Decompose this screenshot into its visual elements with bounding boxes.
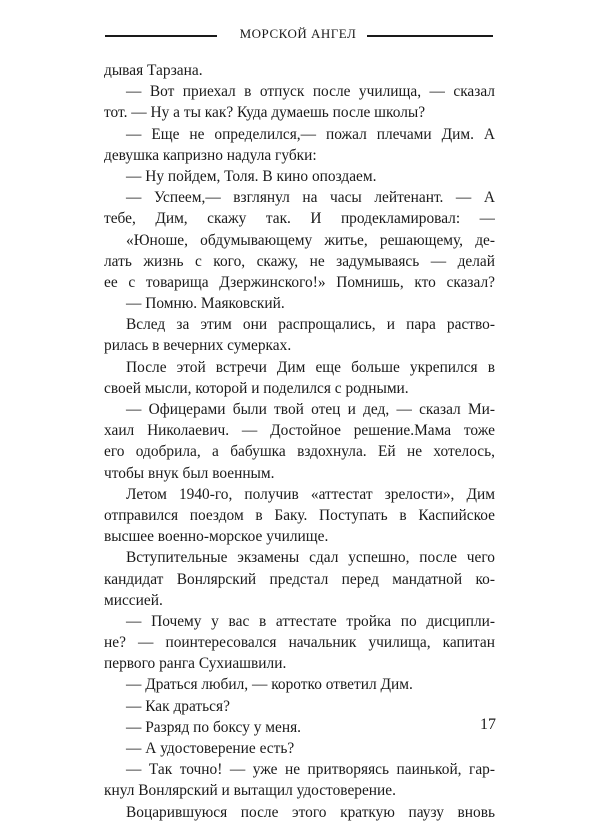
text-line: — Почему у вас в аттестате тройка по дисципли- (126, 612, 495, 630)
text-line: не? — поинтересовался начальник училища, капитан (104, 634, 495, 652)
text-line: — Еще не определился,— пожал плечами Дим. А (126, 125, 495, 143)
text-line: Вслед за этим они распрощались, и пара раство- (126, 316, 495, 334)
text-line: — Офицерами были твой отец и дед, — сказал Ми- (126, 401, 495, 418)
text-line: Вступительные экзамены сдал успешно, после чего (126, 549, 495, 567)
text-line: миссией. (104, 591, 163, 609)
text-line: — Разряд по боксу у меня. (126, 718, 302, 736)
running-header (105, 24, 493, 46)
text-line: — Успеем,— взглянул на часы лейтенант. — А (126, 189, 495, 207)
text-line: чтобы внук был военным. (104, 464, 275, 482)
text-line: «Юноше, обдумывающему житье, решающему, де- (126, 231, 495, 249)
text-line: рилась в вечерних сумерках. (104, 337, 292, 355)
text-line: ее с товарища Дзержинского!» Помнишь, кто сказал? (104, 273, 495, 291)
header-title: МОРСКОЙ АНГЕЛ (239, 26, 357, 41)
text-line: — Как драться? (126, 697, 230, 715)
header-rule-left (105, 35, 217, 37)
text-line: своей мысли, которой и поделился с родными. (104, 379, 409, 397)
text-line: — Вот приехал в отпуск после училища, — сказал (126, 83, 495, 101)
text-line: — А удостоверение есть? (126, 740, 295, 757)
text-line: хаил Николаевич. — Достойное решение.Мама тоже (104, 422, 495, 440)
text-line: — Драться любил, — коротко ответил Дим. (126, 676, 413, 694)
text-line: тот. — Ну а ты как? Куда думаешь после школы? (104, 104, 426, 122)
text-line: Воцарившуюся после этого краткую паузу вновь (126, 803, 495, 821)
text-line: отправился поездом в Баку. Поступать в Каспийское (104, 506, 495, 524)
header-rule-right (367, 35, 493, 37)
text-line: кандидат Вонлярский предстал перед мандатной ко- (104, 570, 495, 588)
page-number: 17 (480, 716, 496, 733)
text-line: девушка капризно надула губки: (104, 146, 317, 164)
text-line: дывая Тарзана. (104, 62, 203, 79)
text-line: — Помню. Маяковский. (126, 295, 285, 313)
text-line: — Так точно! — уже не притворяясь паинькой, гар- (126, 761, 495, 779)
text-line: первого ранга Сухиашвили. (104, 655, 287, 673)
text-line: высшее военно-морское училище. (104, 528, 329, 546)
text-line: — Ну пойдем, Толя. В кино опоздаем. (126, 167, 377, 185)
text-line: его одобрила, а бабушка вздохнула. Ей не хотелось, (104, 443, 495, 461)
text-line: тебе, Дим, скажу так. И продекламировал: — (104, 210, 495, 228)
text-line: После этой встречи Дим еще больше укрепился в (126, 358, 495, 376)
body-text (104, 60, 495, 823)
text-line: Летом 1940-го, получив «аттестат зрелости», Дим (126, 485, 495, 503)
text-line: кнул Вонлярский и вытащил удостоверение. (104, 782, 396, 800)
text-line: лать жизнь с кого, скажу, не задумываясь — делай (104, 252, 495, 270)
